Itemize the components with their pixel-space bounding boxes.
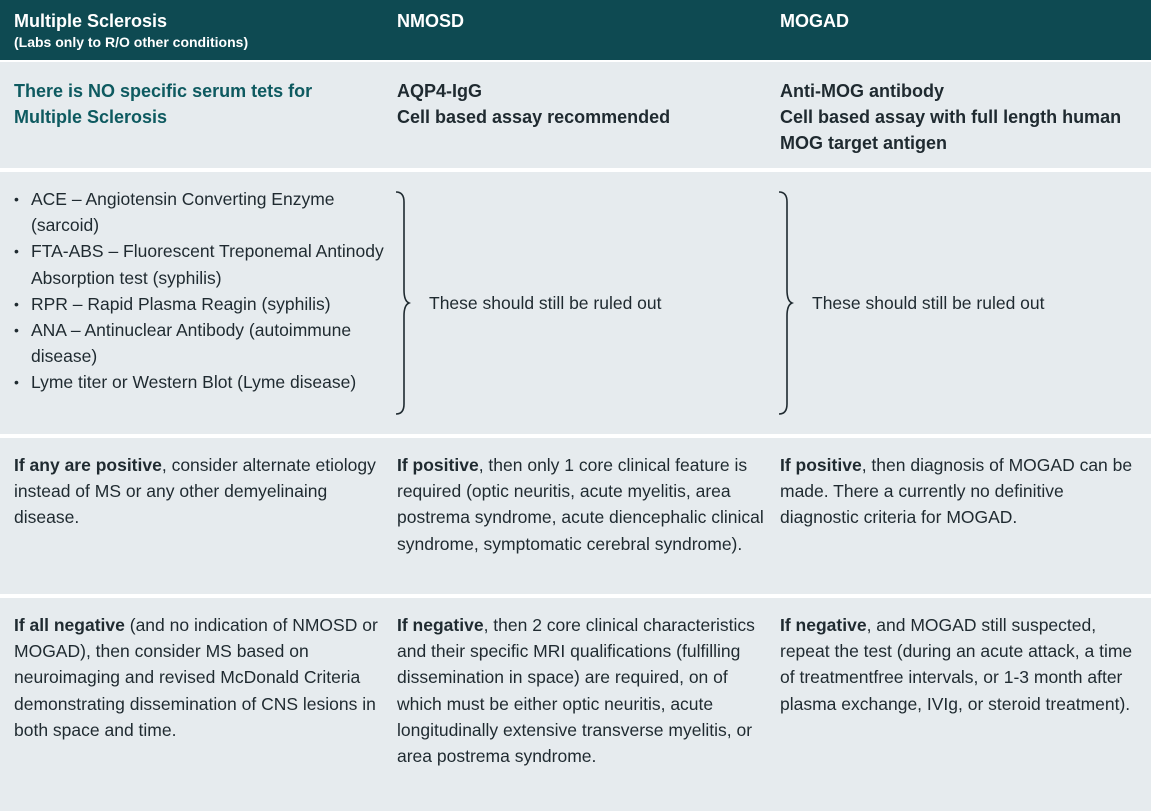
header-nmosd-title: NMOSD — [397, 11, 464, 31]
cell-nmosd-positive — [397, 438, 767, 557]
cell-mogad-serum — [780, 62, 1145, 157]
cell-mogad-labs — [780, 172, 1145, 434]
cell-nmosd-negative — [397, 598, 767, 769]
ms-negative-text: (and no indication of NMOSD or MOGAD), then consider MS based on neuroimaging and revised McDonald Criteria demonstrating dissemination of CNS lesions in both space and time. — [14, 615, 378, 740]
cell-mogad-positive — [780, 438, 1145, 531]
ms-positive-lead: If any are positive — [14, 455, 162, 475]
cell-nmosd-serum — [397, 62, 767, 130]
list-item: • RPR – Rapid Plasma Reagin (syphilis) — [14, 291, 384, 317]
mogad-rule-out-text: These should still be ruled out — [812, 293, 1045, 313]
mogad-negative-text: , and MOGAD still suspected, repeat the test (during an acute attack, a time of treatmentfree intervals, or 1-3 month after plasma exchange, IVIg, or steroid treatment). — [780, 615, 1133, 714]
header-mogad — [780, 0, 1145, 32]
cell-ms-serum — [14, 62, 384, 130]
cell-ms-positive — [14, 438, 384, 531]
right-brace-icon — [395, 190, 411, 416]
mogad-test-name: Anti-MOG antibody — [780, 81, 944, 101]
table-row-if-negative — [0, 598, 1151, 811]
cell-ms-labs — [14, 172, 384, 396]
table-row-serum-tests — [0, 62, 1151, 168]
nmosd-rule-out-text: These should still be ruled out — [429, 293, 662, 313]
header-ms-subtitle: (Labs only to R/O other conditions) — [14, 34, 249, 50]
cell-ms-negative — [14, 598, 384, 743]
header-ms-title: Multiple Sclerosis — [14, 11, 168, 31]
header-mogad-title: MOGAD — [780, 11, 849, 31]
list-item: • Lyme titer or Western Blot (Lyme disease) — [14, 369, 384, 395]
nmosd-test-name: AQP4-IgG — [397, 81, 483, 101]
list-item: • ANA – Antinuclear Antibody (autoimmune disease) — [14, 317, 384, 369]
list-item: • ACE – Angiotensin Converting Enzyme (sarcoid) — [14, 186, 384, 238]
nmosd-negative-text: , then 2 core clinical characteristics and their specific MRI qualifications (fulfilling dissemination in space) are required, on of which must be either optic neuritis, acute longitudinally extensive transverse myelitis, or area postrema syndrome. — [397, 615, 755, 767]
nmosd-test-method: Cell based assay recommended — [397, 107, 671, 128]
list-item: • FTA-ABS – Fluorescent Treponemal Antinody Absorption test (syphilis) — [14, 238, 384, 290]
nmosd-positive-text: , then only 1 core clinical feature is required (optic neuritis, acute myelitis, area postrema syndrome, acute diencephalic clinical syndrome, symptomatic cerebral syndrome). — [397, 455, 764, 554]
mogad-positive-lead: If positive — [780, 455, 862, 475]
mogad-negative-lead: If negative — [780, 615, 867, 635]
nmosd-negative-lead: If negative — [397, 615, 484, 635]
nmosd-positive-lead: If positive — [397, 455, 479, 475]
ms-positive-text: , consider alternate etiology instead of MS or any other demyelinaing disease. — [14, 455, 376, 528]
table-header — [0, 0, 1151, 60]
right-brace-icon — [778, 190, 794, 416]
header-nmosd — [397, 0, 767, 32]
mogad-positive-text: , then diagnosis of MOGAD can be made. There a currently no definitive diagnostic criteria for MOGAD. — [780, 455, 1133, 528]
ms-labs-list — [14, 186, 384, 396]
ms-serum-text: There is NO specific serum tets for Multiple Sclerosis — [14, 81, 313, 128]
mogad-test-method: Cell based assay with full length human MOG target antigen — [780, 107, 1122, 154]
header-ms — [14, 0, 384, 51]
table-row-rule-out-labs — [0, 172, 1151, 434]
cell-mogad-negative — [780, 598, 1145, 717]
table-row-if-positive — [0, 438, 1151, 594]
cell-nmosd-labs — [397, 172, 767, 434]
ms-negative-lead: If all negative — [14, 615, 125, 635]
